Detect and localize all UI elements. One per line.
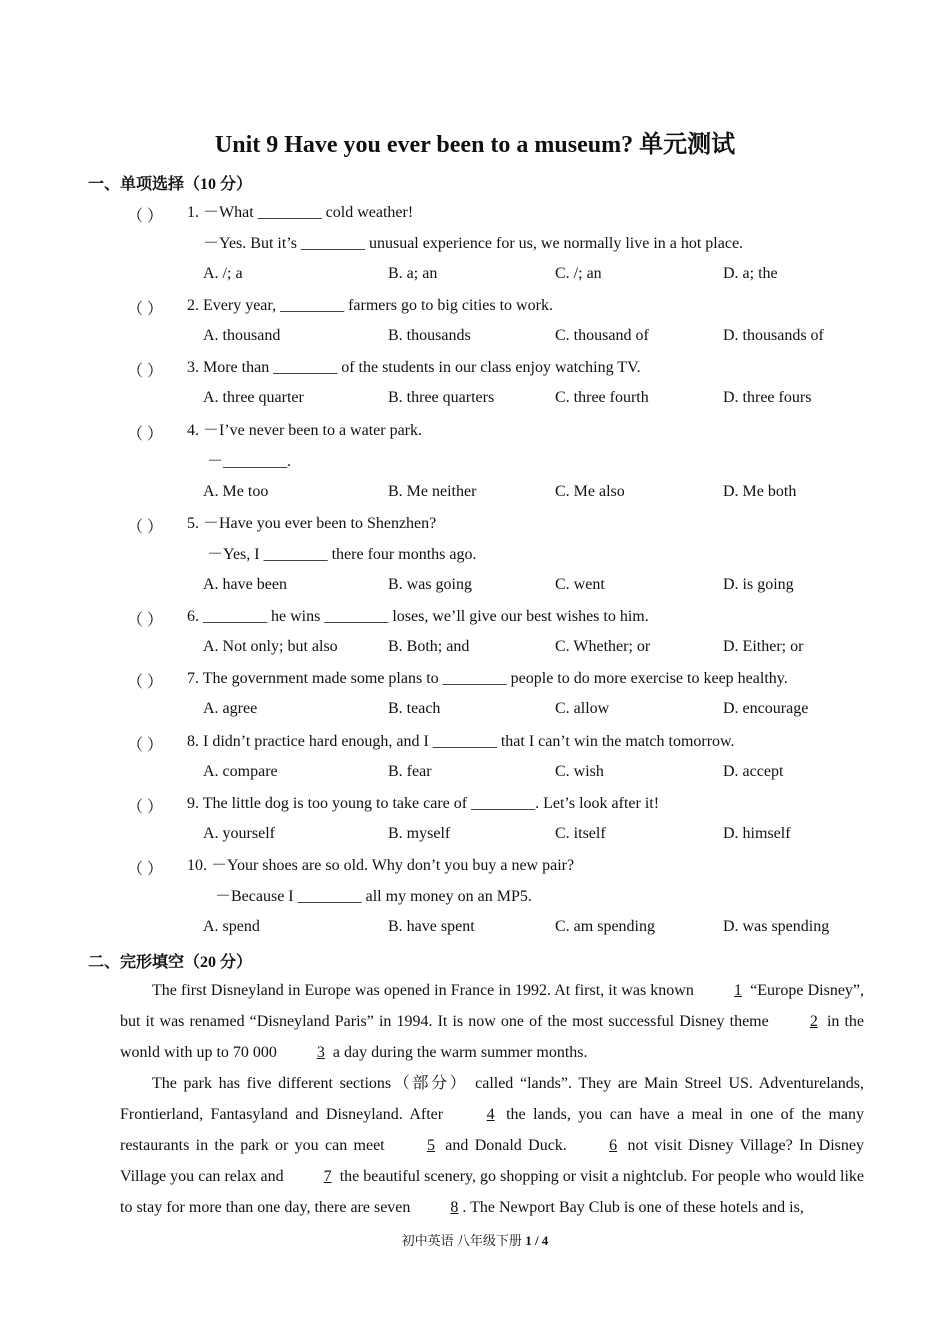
answer-paren: （ ） [127,737,164,754]
blank-2: 2 [809,1013,818,1030]
option-a: A. three quarter [203,389,304,406]
option-a: A. /; a [203,265,243,282]
passage-text: “Europe Disney”, but it was renamed “Disneyland Paris” in 1994. It is now one of the most successful Disney theme [120,982,865,1030]
blank-3: 3 [316,1044,325,1061]
page-footer [0,1230,950,1249]
option-b: B. a; an [388,265,438,282]
option-c: C. Me also [555,483,625,500]
option-c: C. three fourth [555,389,649,406]
answer-paren: （ ） [127,363,164,380]
answer-paren: （ ） [127,612,164,629]
passage-text: the beautiful scenery, go shopping or visit a nightclub. For people who would like to stay for more than one day, there are seven [120,1168,865,1216]
passage-text: The park has five different sections（部分） called “lands”. They are Main Streel US. Adventurelands, Frontierland, Fantasyland and Disneyland. After [120,1075,864,1123]
option-a: A. spend [203,918,260,935]
question-stem-reply: －Yes, I ________ there four months ago. [207,546,477,563]
question-stem-reply: －________. [207,453,292,470]
option-a: A. compare [203,763,278,780]
option-a: A. agree [203,700,258,717]
question-stem: 7. The government made some plans to ________ people to do more exercise to keep healthy. [187,670,788,687]
option-d: D. himself [723,825,791,842]
option-d: D. three fours [723,389,812,406]
question-stem: 8. I didn’t practice hard enough, and I ________ that I can’t win the match tomorrow. [187,733,735,750]
option-d: D. is going [723,576,794,593]
question-stem: 9. The little dog is too young to take care of ________. Let’s look after it! [187,795,660,812]
option-b: B. teach [388,700,441,717]
footer-subject: 初中英语 八年级下册 [401,1233,526,1248]
question-stem: 2. Every year, ________ farmers go to big cities to work. [187,297,553,314]
option-c: C. thousand of [555,327,649,344]
question-stem: 6. ________ he wins ________ loses, we’ll give our best wishes to him. [187,608,649,625]
option-b: B. fear [388,763,432,780]
option-c: C. itself [555,825,606,842]
answer-paren: （ ） [127,799,164,816]
passage-text: . The Newport Bay Club is one of these hotels and is, [462,1199,804,1216]
passage-text: in the wonld with up to 70 000 [120,1013,865,1061]
option-b: B. three quarters [388,389,495,406]
question-stem: 1. －What ________ cold weather! [187,204,414,221]
option-d: D. Either; or [723,638,804,655]
option-a: A. Not only; but also [203,638,338,655]
section-heading-cloze: 二、完形填空（20 分） [88,954,253,971]
option-c: C. went [555,576,605,593]
answer-paren: （ ） [127,208,164,225]
blank-1: 1 [734,982,743,999]
section-heading-single-choice: 一、单项选择（10 分） [88,176,253,193]
option-d: D. thousands of [723,327,824,344]
option-b: B. thousands [388,327,471,344]
option-c: C. wish [555,763,604,780]
passage-text: and Donald Duck. [445,1137,567,1154]
passage-text: The first Disneyland in Europe was opened in France in 1992. At first, it was known [152,982,694,999]
option-a: A. thousand [203,327,281,344]
question-stem: 5. －Have you ever been to Shenzhen? [187,515,437,532]
passage-paragraph-1 [120,975,864,1068]
page-number: 1 / 4 [525,1233,549,1248]
blank-5: 5 [426,1137,435,1154]
answer-paren: （ ） [127,301,164,318]
option-c: C. am spending [555,918,655,935]
answer-paren: （ ） [127,426,164,443]
option-b: B. have spent [388,918,475,935]
question-stem: 3. More than ________ of the students in our class enjoy watching TV. [187,359,641,376]
option-c: C. Whether; or [555,638,651,655]
question-stem: 4. －I’ve never been to a water park. [187,422,423,439]
question-stem-reply: －Yes. But it’s ________ unusual experience for us, we normally live in a hot place. [203,235,744,252]
option-b: B. Both; and [388,638,470,655]
option-d: D. was spending [723,918,830,935]
option-a: A. Me too [203,483,269,500]
passage-text: a day during the warm summer months. [332,1044,588,1061]
answer-paren: （ ） [127,674,164,691]
option-b: B. myself [388,825,451,842]
passage-paragraph-2 [120,1068,864,1223]
blank-7: 7 [323,1168,332,1185]
option-d: D. a; the [723,265,778,282]
option-d: D. encourage [723,700,809,717]
answer-paren: （ ） [127,519,164,536]
cloze-passage [120,975,864,1223]
blank-8: 8 [450,1199,459,1216]
page-title: Unit 9 Have you ever been to a museum? 单元测试 [214,132,736,158]
passage-text: not visit Disney Village? In Disney Village you can relax and [120,1137,865,1185]
option-a: A. yourself [203,825,275,842]
option-c: C. /; an [555,265,602,282]
option-c: C. allow [555,700,610,717]
option-d: D. Me both [723,483,797,500]
option-b: B. was going [388,576,472,593]
option-b: B. Me neither [388,483,477,500]
question-stem-reply: －Because I ________ all my money on an MP5. [215,888,532,905]
option-d: D. accept [723,763,784,780]
passage-text: the lands, you can have a meal in one of the many restaurants in the park or you can meet [120,1106,865,1154]
answer-paren: （ ） [127,861,164,878]
question-stem: 10. －Your shoes are so old. Why don’t you buy a new pair? [187,857,575,874]
blank-6: 6 [609,1137,618,1154]
option-a: A. have been [203,576,287,593]
blank-4: 4 [486,1106,495,1123]
